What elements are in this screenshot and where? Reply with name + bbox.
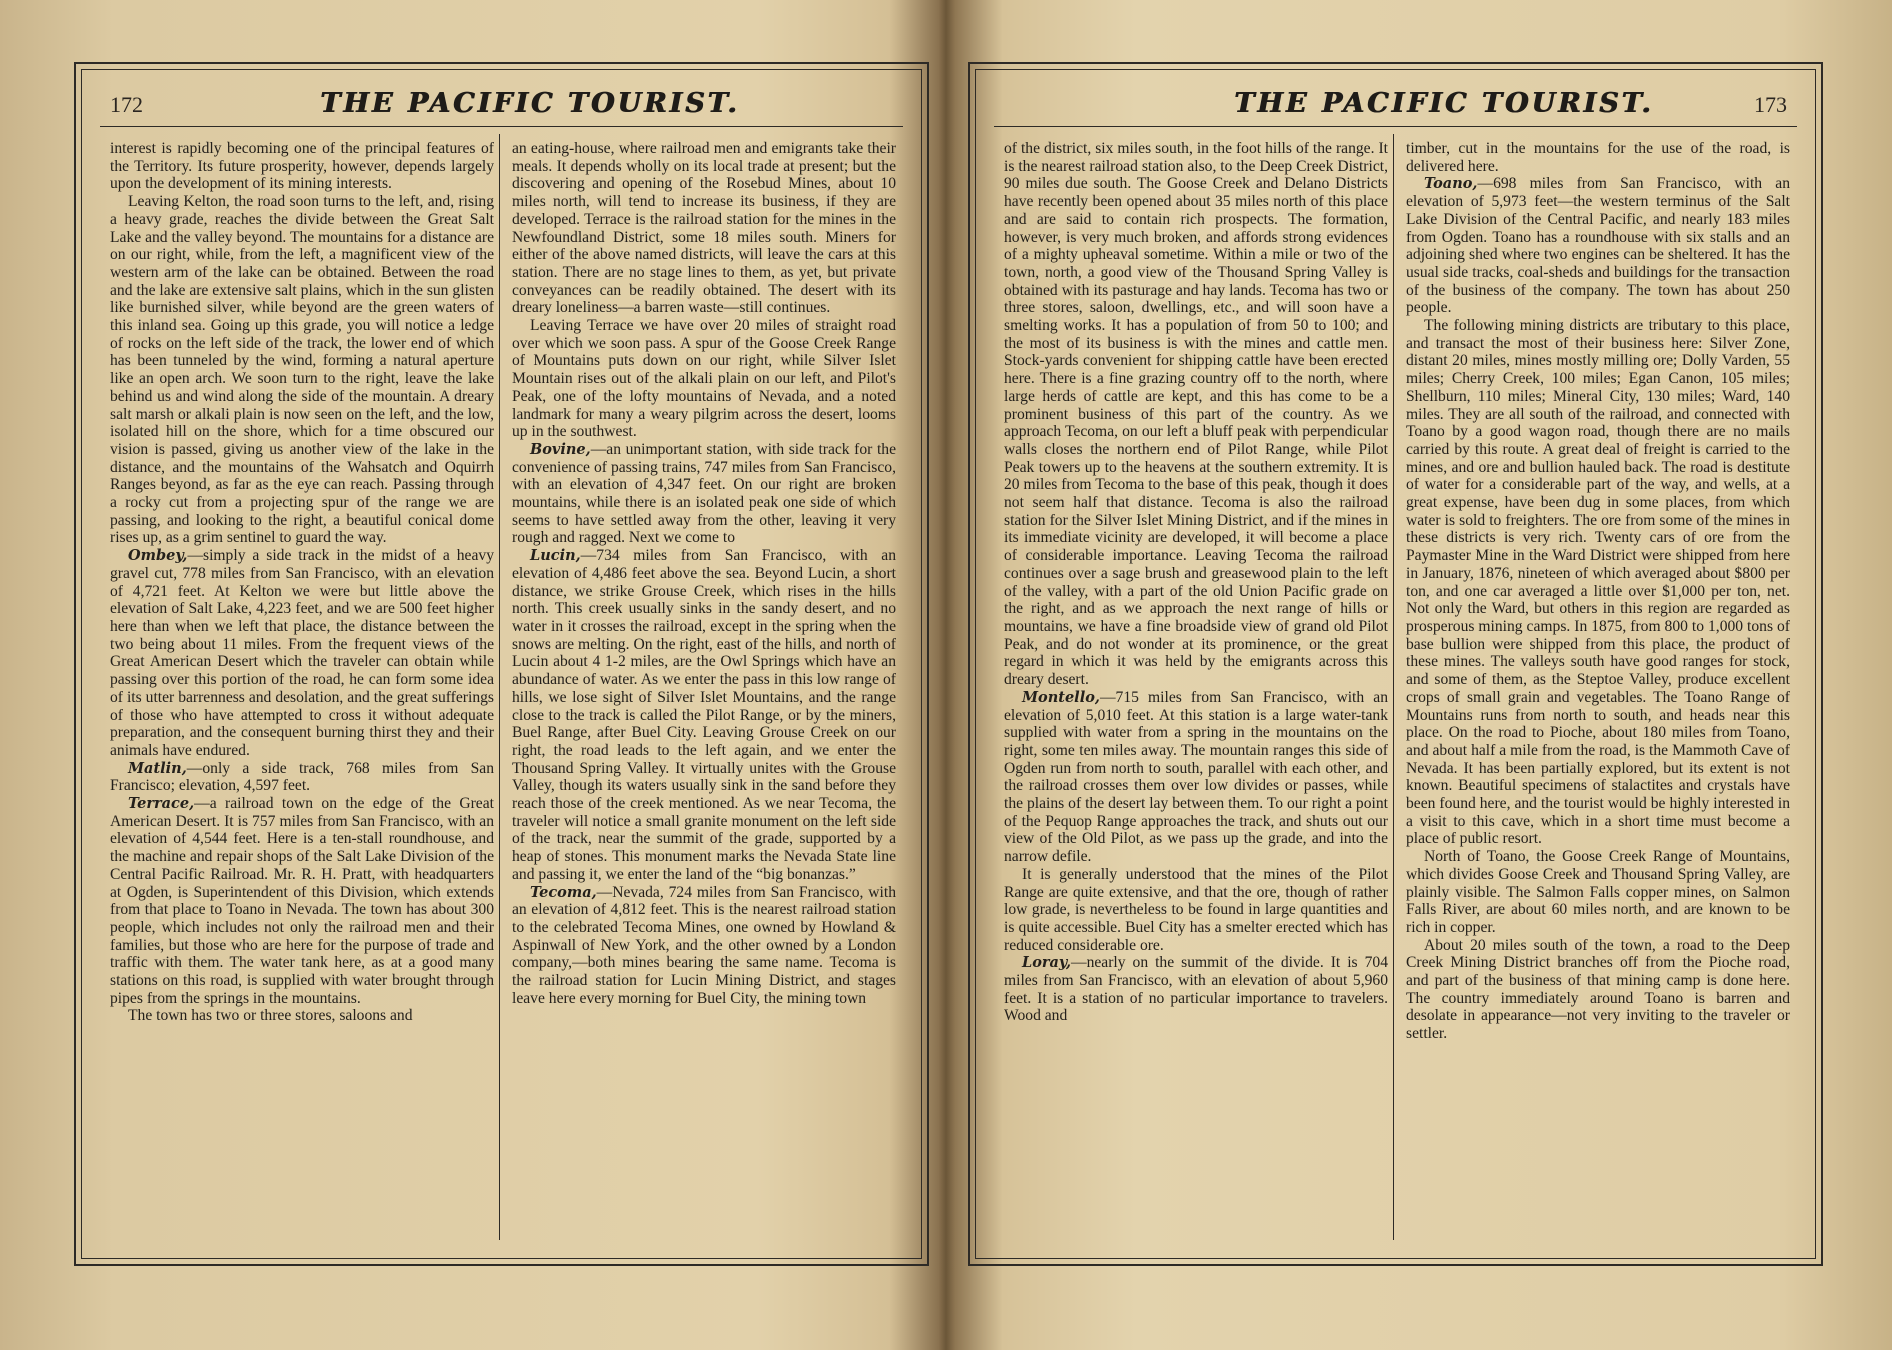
station-name: Lucin, bbox=[530, 547, 581, 565]
paragraph bbox=[1406, 317, 1790, 848]
paragraph-text: an eating-house, where railroad men and emigrants take their meals. It depends wholly on its local trade at present; but the discovering and opening of the Rosebud Mines, about 10 miles north, will tend to increase its business, if they are developed. Terrace is the railroad station for the mines in the Newfoundland District, some 18 miles south. Miners for either of the above named districts, will leave the cars at this station. There are no stage lines to them, as yet, but private conveyances can be readily obtained. The desert with its dreary loneliness—a barren waste—still continues. bbox=[512, 140, 896, 317]
text-column-right bbox=[1406, 140, 1790, 1043]
paragraph bbox=[512, 884, 896, 1008]
paragraph bbox=[110, 760, 494, 795]
paragraph-text: The town has two or three stores, saloons and bbox=[128, 1007, 413, 1025]
station-name: Tecoma, bbox=[530, 883, 597, 901]
column-divider bbox=[1393, 134, 1394, 1240]
paragraph bbox=[110, 140, 494, 193]
text-column-right bbox=[512, 140, 896, 1007]
page-header bbox=[100, 82, 903, 130]
paragraph-text: It is generally understood that the mines of the Pilot Range are quite extensive, and that the ore, though of rather low grade, is nevertheless to be found in large quantities and is quite accessible. Buel City has a smelter erected which has reduced considerable ore. bbox=[1004, 865, 1388, 954]
station-name: Loray, bbox=[1022, 954, 1071, 972]
paragraph bbox=[512, 547, 896, 883]
text-column-left bbox=[110, 140, 494, 1025]
page-number: 173 bbox=[1754, 92, 1787, 117]
column-divider bbox=[499, 134, 500, 1240]
paragraph-text: —an unimportant station, with side track for the convenience of passing trains, 747 miles from San Francisco, with an elevation of 4,347 feet. On our right are broken mountains, while there is an isolated peak one side of which seems to have settled away from the other, leaving it very rough and ragged. Next we come to bbox=[512, 440, 896, 547]
paragraph bbox=[110, 547, 494, 759]
running-head: THE PACIFIC TOURIST. bbox=[1234, 88, 1654, 119]
paragraph-text: —simply a side track in the midst of a heavy gravel cut, 778 miles from San Francisco, with an elevation of 4,721 feet. At Kelton we were but little above the elevation of Salt Lake, 4,223 feet, and we are 500 feet higher here than when we left that place, the distance between the two being about 11 miles. From the frequent views of the Great American Desert which the traveler can obtain while passing over this portion of the road, he can form some idea of its utter barrenness and desolation, and the great sufferings of those who have attempted to cross it without adequate preparation, and the consequent burning thirst they and their animals have endured. bbox=[110, 547, 494, 759]
paragraph bbox=[512, 441, 896, 547]
paragraph bbox=[1406, 140, 1790, 175]
paragraph-text: timber, cut in the mountains for the use of the road, is delivered here. bbox=[1406, 140, 1790, 175]
paragraph-text: interest is rapidly becoming one of the principal features of the Territory. Its future prosperity, however, depends largely upon the development of its mining interests. bbox=[110, 140, 494, 193]
paragraph bbox=[1004, 140, 1388, 689]
paragraph-text: Leaving Terrace we have over 20 miles of straight road over which we soon pass. A spur of the Goose Creek Range of Mountains puts down on our right, while Silver Islet Mountain rises out of the alkali plain on our left, and Pilot's Peak, one of the lofty mountains of Nevada, and a noted landmark for many a weary pilgrim across the desert, looms up in the southwest. bbox=[512, 317, 896, 441]
paragraph-text: The following mining districts are tributary to this place, and transact the most of their business here: Silver Zone, distant 20 miles, mines mostly milling ore; Dolly Varden, 55 miles; Cherry Creek, 100 miles; Egan Canon, 105 miles; Shellburn, 110 miles; Mineral City, 130 miles; Ward, 140 miles. They are all south of the railroad, and connected with Toano by a good wagon road, though there are no mails carried by this route. A great deal of freight is carried to the mines, and ore and bullion hauled back. The road is destitute of water for a considerable part of the way, and wells, at a great expense, have been dug in some places, from which water is sold to freighters. The ore from some of the mines in these districts is very rich. Twenty cars of ore from the Paymaster Mine in the Ward District were shipped from here in January, 1876, nineteen of which averaged about $800 per ton, and one car averaged a little over $1,000 per ton, net. Not only the Ward, but others in this region are regarded as prosperous mining camps. In 1875, from 800 to 1,000 tons of base bullion were shipped from this place, the product of these mines. The valleys south have good ranges for stock, and some of them, as the Steptoe Valley, produce excellent crops of small grain and vegetables. The Toano Range of Mountains runs from north to south, and heads near this place. On the road to Pioche, about 180 miles from Toano, and about half a mile from the road, is the Mammoth Cave of Nevada. It has been partially explored, but its extent is not known. Beautiful specimens of stalactites and crystals have been found here, and the tourist would be highly interested in a visit to this cave, which in a short time must become a place of public resort. bbox=[1406, 317, 1790, 848]
header-rule bbox=[994, 126, 1797, 127]
paragraph bbox=[1406, 175, 1790, 317]
paragraph-text: —nearly on the summit of the divide. It is 704 miles from San Francisco, with an elevation of about 5,960 feet. It is a station of no particular importance to travelers. Wood and bbox=[1004, 954, 1388, 1025]
paragraph-text: —734 miles from San Francisco, with an elevation of 4,486 feet above the sea. Beyond Lucin, a short distance, we strike Grouse Creek, which rises in the hills north. This creek usually sinks in the sandy desert, and no water in it crosses the railroad, except in the spring when the snows are melting. On the right, east of the hills, and north of Lucin about 4 1-2 miles, are the Owl Springs which have an abundance of water. As we enter the pass in this low range of hills, we lose sight of Silver Islet Mountains, and the range close to the track is called the Pilot Range, or by the miners, Buel Range, after Buel City. Leaving Grouse Creek on our right, the road leads to the left again, and we enter the Thousand Spring Valley. It virtually unites with the Grouse Valley, though its waters usually sink in the sand before they reach those of the creek mentioned. As we near Tecoma, the traveler will notice a small granite monument on the left side of the track, near the summit of the grade, supported by a heap of stones. This monument marks the Nevada State line and passing it, we enter the land of the “big bonanzas.” bbox=[512, 547, 896, 883]
page-header bbox=[994, 82, 1797, 130]
paragraph-text: —Nevada, 724 miles from San Francisco, with an elevation of 4,812 feet. This is the nearest railroad station to the celebrated Tecoma Mines, one owned by Howland & Aspinwall of New York, and the other owned by a London company,—both mines bearing the same name. Tecoma is the railroad station for Lucin Mining District, and stages leave here every morning for Buel City, the mining town bbox=[512, 883, 896, 1007]
paragraph bbox=[1004, 689, 1388, 866]
paragraph bbox=[512, 140, 896, 317]
station-name: Terrace, bbox=[128, 795, 195, 813]
header-rule bbox=[100, 126, 903, 127]
left-page bbox=[74, 62, 929, 1266]
paragraph-text: of the district, six miles south, in the foot hills of the range. It is the nearest railroad station also, to the Deep Creek District, 90 miles due south. The Goose Creek and Delano Districts have recently been opened about 35 miles north of this place and are said to contain rich prospects. The formation, however, is very much broken, and affords strong evidences of a mighty upheaval sometime. Within a mile or two of the town, north, a good view of the Thousand Spring Valley is obtained with its pasturage and hay lands. Tecoma has two or three stores, saloon, dwellings, etc., and will soon have a smelting works. It has a population of from 50 to 100; and the most of its business is with the mines and cattle men. Stock-yards convenient for shipping cattle have been erected here. There is a fine grazing country off to the north, where large herds of cattle are kept, and this has come to be a prominent business of this part of the country. As we approach Tecoma, on our left a bluff peak with perpendicular walls closes the northern end of Pilot Range, while Pilot Peak towers up to the heavens at the southern extremity. It is 20 miles from Tecoma to the base of this peak, though it does not seem half that distance. Tecoma is also the railroad station for the Silver Islet Mining District, and if the mines in its immediate vicinity are developed, it will become a place of considerable importance. Leaving Tecoma the railroad continues over a sage brush and greasewood plain to the left of the valley, with a part of the old Union Pacific grade on the right, and as we approach the next range of hills or mountains, we have a fine broadside view of grand old Pilot Peak, and do not wonder at its prominence, or the great regard in which it was held by the emigrants across this dreary desert. bbox=[1004, 140, 1388, 689]
station-name: Bovine, bbox=[530, 440, 591, 458]
paragraph bbox=[1004, 954, 1388, 1025]
paragraph bbox=[110, 1007, 494, 1025]
right-page bbox=[968, 62, 1823, 1266]
paragraph-text: —715 miles from San Francisco, with an elevation of 5,010 feet. At this station is a large water-tank supplied with water from a spring in the mountains on the right, some ten miles away. The mountain ranges this side of Ogden run from north to south, parallel with each other, and the railroad crosses them over low divides or passes, while the plains of the desert lay between them. To our right a point of the Pequop Range approaches the track, and shuts out our view of the Old Pilot, as we pass up the grade, and into the narrow defile. bbox=[1004, 688, 1388, 866]
paragraph bbox=[110, 795, 494, 1007]
paragraph-text: Leaving Kelton, the road soon turns to the left, and, rising a heavy grade, reaches the divide between the Great Salt Lake and the valley beyond. The mountains for a distance are on our right, while, from the left, a magnificent view of the western arm of the lake can be obtained. Between the road and the lake are extensive salt plains, which in the sun glisten like burnished silver, while beyond are the green waters of this inland sea. Going up this grade, you will notice a ledge of rocks on the left side of the track, the lower end of which has been tunneled by the wind, forming a natural aperture like an open arch. We soon turn to the right, leave the lake behind us and wind along the side of the mountain. A dreary salt marsh or alkali plain is now seen on the left, and the low, isolated hill on the shore, which for a time obscured our vision is passed, giving us another view of the lake in the distance, and the mountains of the Wahsatch and Oquirrh Ranges beyond, as far as the eye can reach. Passing through a rocky cut from a projecting spur of the range we are passing, and looking to the right, a beautiful conical dome rises up, as a grim sentinel to guard the way. bbox=[110, 193, 494, 547]
paragraph bbox=[1406, 937, 1790, 1043]
text-column-left bbox=[1004, 140, 1388, 1025]
paragraph bbox=[512, 317, 896, 441]
paragraph bbox=[110, 193, 494, 547]
paragraph-text: North of Toano, the Goose Creek Range of Mountains, which divides Goose Creek and Thousand Spring Valley, are plainly visible. The Salmon Falls copper mines, on Salmon Falls River, are about 60 miles north, and are known to be rich in copper. bbox=[1406, 848, 1790, 936]
station-name: Montello, bbox=[1022, 688, 1100, 706]
paragraph-text: About 20 miles south of the town, a road to the Deep Creek Mining District branches off from the Pioche road, and part of the business of that mining camp is done here. The country immediately around Toano is barren and desolate in appearance—not very inviting to the traveler or settler. bbox=[1406, 936, 1790, 1043]
paragraph-text: —698 miles from San Francisco, with an elevation of 5,973 feet—the western terminus of the Salt Lake Division of the Central Pacific, and nearly 183 miles from Ogden. Toano has a roundhouse with six stalls and an adjoining shed where two engines can be sheltered. It has the usual side tracks, coal-sheds and buildings for the transaction of the business of the company. The town has about 250 people. bbox=[1406, 175, 1790, 317]
paragraph-text: —only a side track, 768 miles from San Francisco; elevation, 4,597 feet. bbox=[110, 759, 494, 795]
paragraph-text: —a railroad town on the edge of the Great American Desert. It is 757 miles from San Francisco, with an elevation of 4,544 feet. Here is a ten-stall roundhouse, and the machine and repair shops of the Salt Lake Division of the Central Pacific Railroad. Mr. R. H. Pratt, with headquarters at Ogden, is Superintendent of this Division, which extends from that place to Toano in Nevada. The town has about 300 people, which includes not only the railroad men and their families, but those who are here for the purpose of trade and traffic with them. The water tank here, as at a good many stations on this road, is supplied with water brought through pipes from the springs in the mountains. bbox=[110, 795, 494, 1007]
station-name: Toano, bbox=[1424, 175, 1478, 193]
paragraph bbox=[1004, 866, 1388, 955]
page-number: 172 bbox=[110, 92, 143, 117]
station-name: Ombey, bbox=[128, 547, 188, 565]
running-head: THE PACIFIC TOURIST. bbox=[320, 88, 740, 119]
paragraph bbox=[1406, 848, 1790, 937]
station-name: Matlin, bbox=[128, 759, 187, 777]
